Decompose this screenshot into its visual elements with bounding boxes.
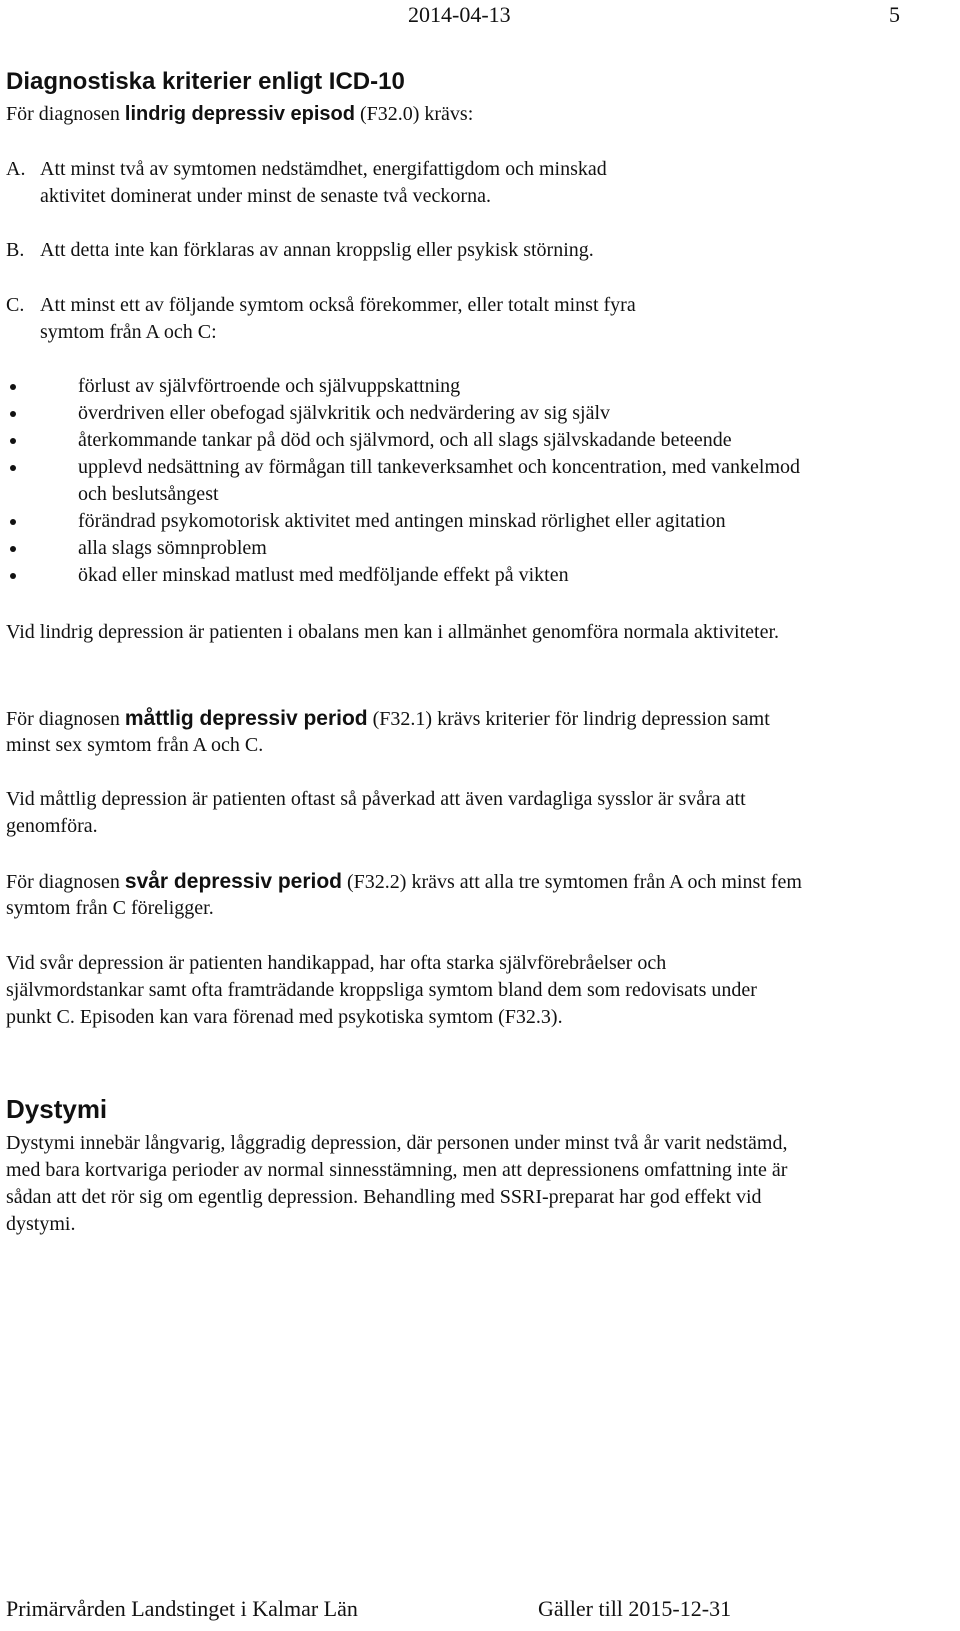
dystymi-heading: Dystymi [6,1094,108,1124]
bullet-icon [10,411,16,417]
symptom-text-continued: och beslutsångest [78,483,219,505]
moderate-note-line1: Vid måttlig depression är patienten oftast så påverkad att även vardagliga sysslor är svåra att [6,788,746,810]
intro-line [6,101,473,128]
bullet-icon [10,519,16,525]
dystymi-line2: med bara kortvariga perioder av normal sinnesstämning, men att depressionens omfattning inte är [6,1159,788,1181]
intro-emphasis: lindrig depressiv episod [124,103,355,125]
dystymi-line4: dystymi. [6,1213,76,1235]
severe-emphasis: svår depressiv period [124,870,342,893]
mild-depression-note: Vid lindrig depression är patienten i obalans men kan i allmänhet genomföra normala aktiviteter. [6,621,780,643]
moderate-note-line2: genomföra. [6,815,98,837]
dystymi-line3: sådan att det rör sig om egentlig depression. Behandling med SSRI-preparat har god effekt vid [6,1186,762,1208]
criterion-a-letter: A. [6,158,26,180]
severe-diagnosis-line1 [6,868,802,896]
severe-after: (F32.2) krävs att alla tre symtomen från A och minst fem [342,871,802,893]
moderate-diagnosis-line1 [6,705,770,733]
bullet-icon [10,438,16,444]
header-date: 2014-04-13 [408,2,511,27]
symptom-text: upplevd nedsättning av förmågan till tankeverksamhet och koncentration, med vankelmod [78,456,801,478]
criterion-a-line1: Att minst två av symtomen nedstämdhet, energifattigdom och minskad [40,158,607,180]
moderate-emphasis: måttlig depressiv period [124,707,368,730]
criterion-b-line1: Att detta inte kan förklaras av annan kroppslig eller psykisk störning. [40,239,594,261]
severe-note-line2: självmordstankar samt ofta framträdande kroppsliga symtom bland dem som redovisats under [6,979,757,1001]
intro-text-after: (F32.0) krävs: [354,103,474,125]
footer-validity: Gäller till 2015-12-31 [538,1596,732,1621]
moderate-diagnosis-line2: minst sex symtom från A och C. [6,734,264,756]
criterion-c-line2: symtom från A och C: [40,321,217,343]
bullet-icon [10,573,16,579]
symptom-text: förändrad psykomotorisk aktivitet med antingen minskad rörlighet eller agitation [78,510,726,532]
intro-text-before: För diagnosen [6,103,125,125]
criterion-c-line1: Att minst ett av följande symtom också förekommer, eller totalt minst fyra [40,294,636,316]
severe-note-line1: Vid svår depression är patienten handikappad, har ofta starka självförebråelser och [6,952,667,974]
severe-before: För diagnosen [6,871,125,893]
criterion-c-letter: C. [6,294,25,316]
bullet-icon [10,465,16,471]
severe-note-line3: punkt C. Episoden kan vara förenad med psykotiska symtom (F32.3). [6,1006,563,1028]
bullet-icon [10,384,16,390]
severe-diagnosis-line2: symtom från C föreligger. [6,897,214,919]
bullet-icon [10,546,16,552]
dystymi-line1: Dystymi innebär långvarig, låggradig depression, där personen under minst två år varit nedstämd, [6,1132,788,1154]
symptom-text: överdriven eller obefogad självkritik och nedvärdering av sig själv [78,402,611,424]
footer-organization: Primärvården Landstinget i Kalmar Län [6,1596,358,1621]
section-heading-icd10: Diagnostiska kriterier enligt ICD-10 [6,68,405,95]
page-number: 5 [889,2,900,27]
symptom-text: ökad eller minskad matlust med medföljande effekt på vikten [78,564,569,586]
symptom-text: återkommande tankar på död och självmord, och all slags självskadande beteende [78,429,732,451]
moderate-before: För diagnosen [6,708,125,730]
criterion-a-line2: aktivitet dominerat under minst de senaste två veckorna. [40,185,491,207]
symptom-text: alla slags sömnproblem [78,537,267,559]
criterion-b-letter: B. [6,239,25,261]
moderate-after: (F32.1) krävs kriterier för lindrig depression samt [367,708,770,730]
symptom-text: förlust av självförtroende och självuppskattning [78,375,461,397]
